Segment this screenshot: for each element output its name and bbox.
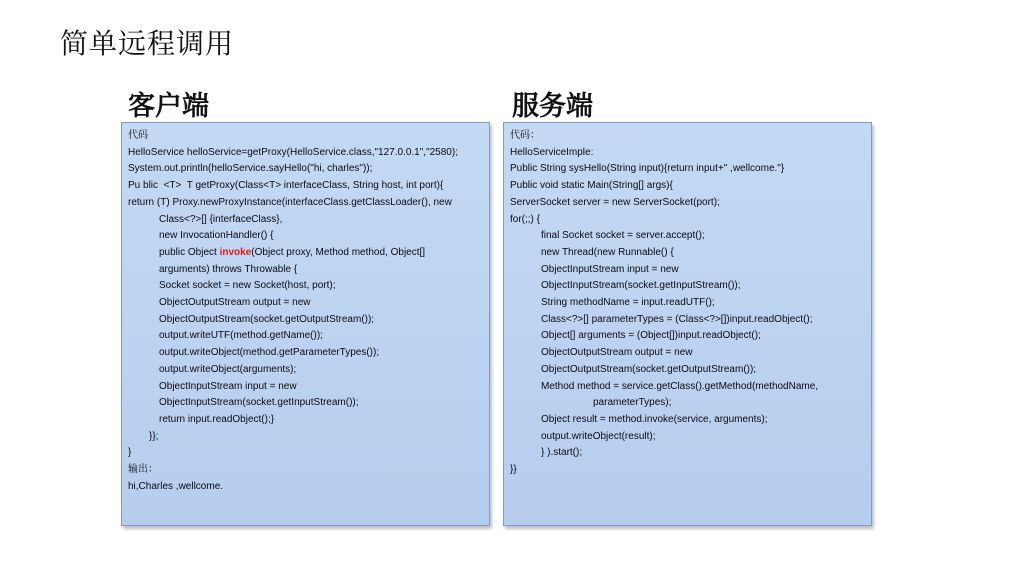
client-code-panel [121, 122, 490, 526]
code-text: public Object [159, 246, 220, 258]
code-line: Object result = method.invoke(service, arguments); [541, 413, 768, 425]
code-line: parameterTypes); [593, 397, 672, 409]
code-line: ObjectOutputStream output = new [541, 347, 693, 359]
code-line: Pu blic <T> T getProxy(Class<T> interfaceClass, String host, int port){ [128, 180, 444, 192]
code-line: ObjectOutputStream(socket.getOutputStream()); [159, 313, 375, 325]
code-line: output.writeUTF(method.getName()); [159, 330, 323, 342]
code-line: } [128, 447, 132, 459]
code-line: Object[] arguments = (Object[])input.readObject(); [541, 330, 761, 342]
client-heading: 客户端 [128, 91, 209, 122]
code-line: for(;;) { [510, 213, 541, 225]
code-text: (Object proxy, Method method, Object[] [251, 246, 426, 258]
server-code-panel [503, 122, 872, 526]
code-line: output.writeObject(arguments); [159, 363, 297, 375]
code-line [128, 245, 483, 262]
code-line: 代码 [128, 130, 148, 141]
code-line: final Socket socket = server.accept(); [541, 230, 705, 242]
code-line: }} [510, 464, 517, 476]
code-line: ServerSocket server = new ServerSocket(port); [510, 196, 720, 208]
code-line: Socket socket = new Socket(host, port); [159, 280, 336, 292]
code-line: ObjectOutputStream output = new [159, 297, 311, 309]
code-line: return input.readObject();} [159, 413, 275, 425]
output-text: hi,Charles ,wellcome. [128, 480, 224, 492]
code-line: new Thread(new Runnable() { [541, 246, 674, 258]
code-line: return (T) Proxy.newProxyInstance(interfaceClass.getClassLoader(), new [128, 196, 452, 208]
output-label: 输出： [128, 464, 158, 476]
code-line: ObjectInputStream input = new [159, 380, 297, 392]
code-line: HelloServiceImple: [510, 146, 594, 158]
code-line: ObjectOutputStream(socket.getOutputStream()); [541, 363, 757, 375]
code-line: Class<?>[] parameterTypes = (Class<?>[])input.readObject(); [541, 313, 813, 325]
slide-title: 简单远程调用 [60, 27, 235, 60]
code-line: ObjectInputStream(socket.getInputStream()); [159, 397, 359, 409]
code-line: Public void static Main(String[] args){ [510, 180, 673, 192]
code-line: Class<?>[] {interfaceClass}, [159, 213, 283, 225]
code-line: 代码： [510, 130, 540, 141]
code-line: System.out.println(helloService.sayHello("hi, charles")); [128, 163, 373, 175]
code-line: Public String sysHello(String input){return input+" ,wellcome."} [510, 163, 785, 175]
code-line: output.writeObject(result); [541, 430, 656, 442]
server-heading: 服务端 [512, 91, 593, 122]
code-line: output.writeObject(method.getParameterTypes()); [159, 347, 380, 359]
code-line: }}; [149, 430, 159, 442]
highlighted-method-name: invoke [219, 246, 252, 258]
code-line: HelloService helloService=getProxy(HelloService.class,"127.0.0.1","2580); [128, 146, 458, 158]
code-line: arguments) throws Throwable { [159, 263, 298, 275]
code-line: Method method = service.getClass().getMethod(methodName, [541, 380, 819, 392]
code-line: ObjectInputStream(socket.getInputStream()); [541, 280, 741, 292]
code-line: } ).start(); [541, 447, 583, 459]
code-line: ObjectInputStream input = new [541, 263, 679, 275]
code-line: new InvocationHandler() { [159, 230, 274, 242]
code-line: String methodName = input.readUTF(); [541, 297, 715, 309]
